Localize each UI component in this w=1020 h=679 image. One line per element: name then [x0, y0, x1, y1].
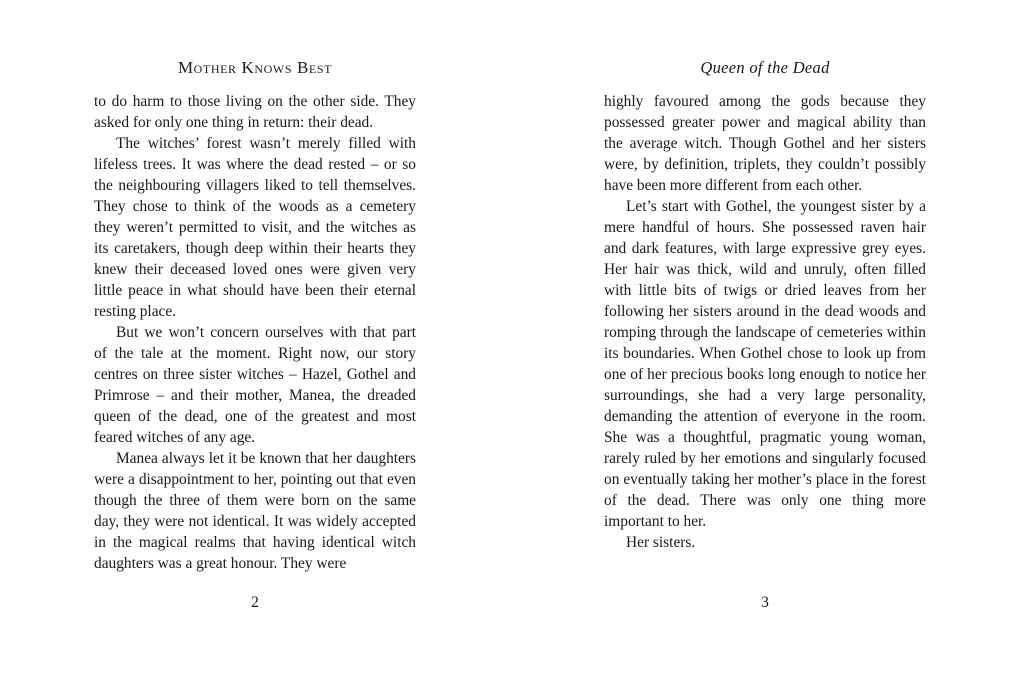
left-paragraph-1: to do harm to those living on the other side. They asked for only one thing in return: their dead. [94, 93, 416, 131]
right-page [604, 0, 926, 679]
right-paragraph-2: Let’s start with Gothel, the youngest sister by a mere handful of hours. She possessed raven hair and dark features, with large expressive grey eyes. Her hair was thick, wild and unruly, often filled with little bits of twigs or dried leaves from her following her sisters around in the dead woods and romping through the landscape of cemeteries within its boundaries. When Gothel chose to look up from one of her precious books long enough to notice her surroundings, she had a very large personality, demanding the attention of everyone in the room. She was a thoughtful, pragmatic young woman, rarely ruled by her emotions and singularly focused on eventually taking her mother’s place in the forest of the dead. There was only one thing more important to her. [604, 198, 926, 530]
left-page-number: 2 [251, 594, 259, 611]
right-paragraph-3: Her sisters. [626, 534, 696, 551]
right-paragraph-1: highly favoured among the gods because they possessed greater power and magical ability than the average witch. Though Gothel and her sisters were, by definition, triplets, they couldn’t possibly have been more different from each other. [604, 93, 926, 194]
right-page-number: 3 [761, 594, 769, 611]
left-paragraph-2: The witches’ forest wasn’t merely filled with lifeless trees. It was where the dead rested – or so the neighbouring villagers liked to tell themselves. They chose to think of the woods as a cemetery they weren’t permitted to visit, and the witches as its caretakers, though deep within their hearts they knew their deceased loved ones were given very little peace in what should have been their eternal resting place. [94, 135, 416, 320]
right-running-head: Queen of the Dead [700, 58, 830, 77]
left-running-head: Mother Knows Best [177, 58, 333, 77]
left-body-text [94, 91, 416, 574]
left-paragraph-3: But we won’t concern ourselves with that part of the tale at the moment. Right now, our story centres on three sister witches – Hazel, Gothel and Primrose – and their mother, Manea, the dreaded queen of the dead, one of the greatest and most feared witches of any age. [94, 324, 416, 446]
left-paragraph-4: Manea always let it be known that her daughters were a disappointment to her, pointing out that even though the three of them were born on the same day, they were not identical. It was widely accepted in the magical realms that having identical witch daughters was a great honour. They were [94, 450, 416, 572]
right-body-text [604, 91, 926, 553]
left-page [94, 0, 416, 679]
